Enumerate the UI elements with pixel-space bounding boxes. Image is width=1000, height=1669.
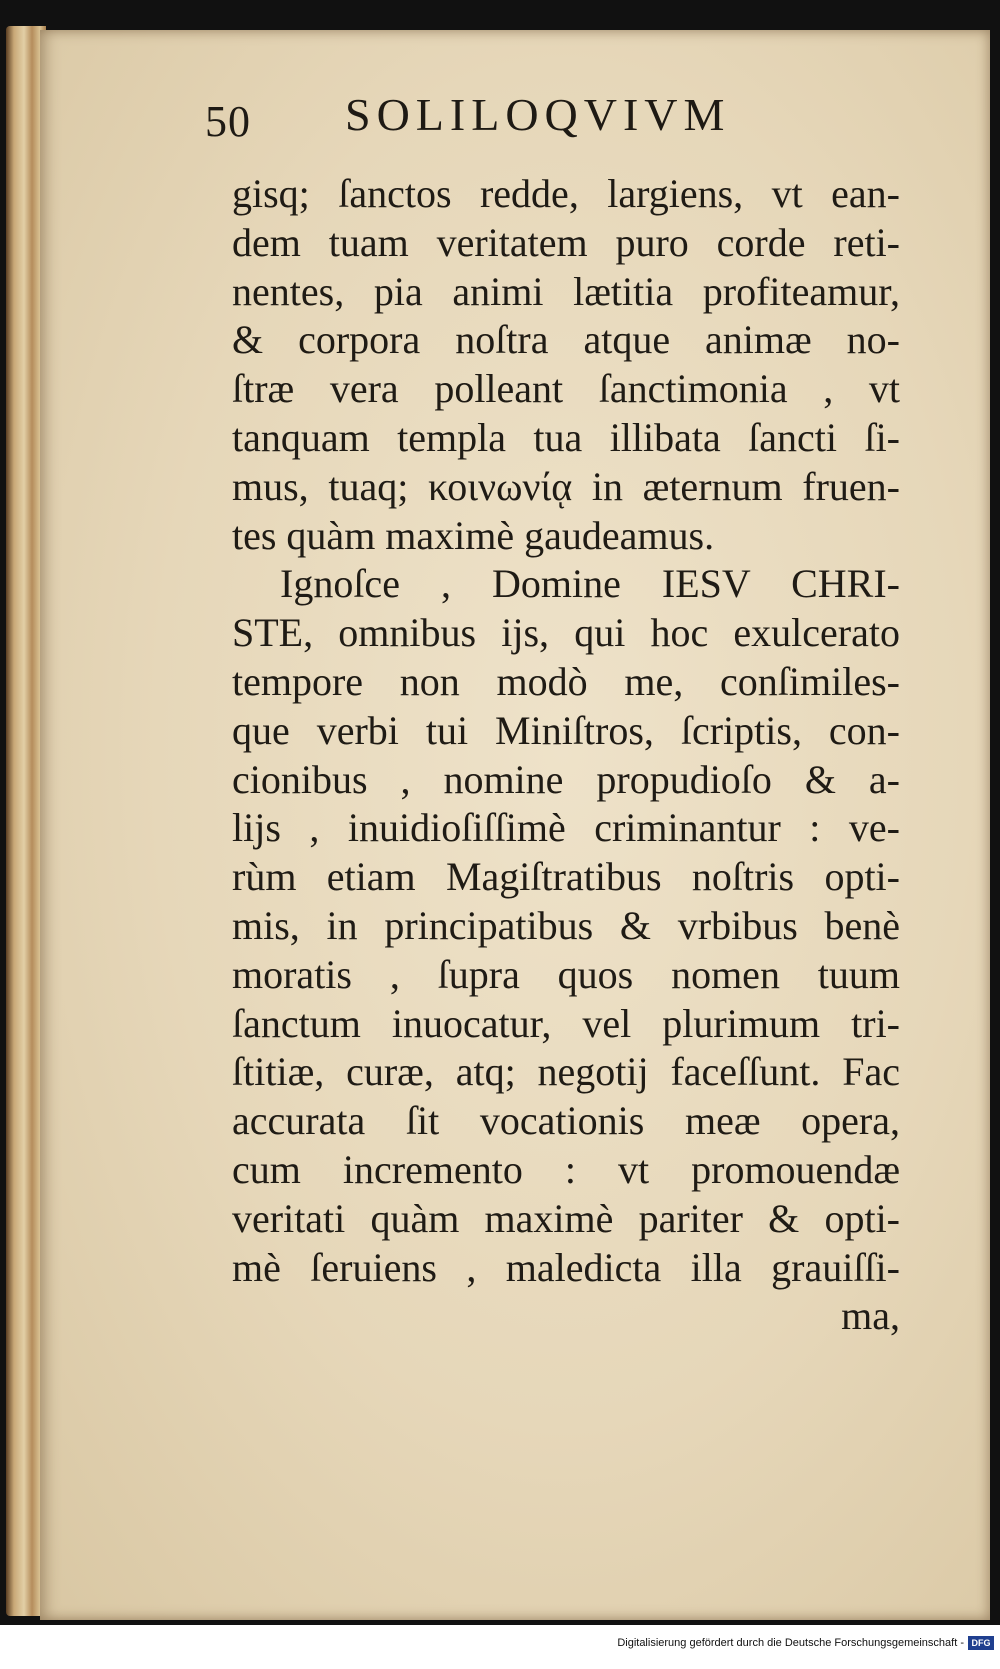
text-line: STE, omnibus ijs, qui hoc exulcerato [232,610,900,656]
text-line: mus, tuaq; κοινωνίᾳ in æternum fruen- [232,463,900,509]
text-line: ſanctum inuocatur, vel plurimum tri- [232,1000,900,1046]
funding-attribution: Digitalisierung gefördert durch die Deutsche Forschungsgemeinschaft - [617,1637,964,1649]
catchword: ma, [841,1293,900,1339]
page-number: 50 [205,97,251,146]
text-line: tes quàm maximè gaudeamus. [232,512,715,558]
text-line: rùm etiam Magiſtratibus noſtris opti- [232,854,900,900]
body-text [232,170,900,1341]
text-line: dem tuam veritatem puro corde reti- [232,219,900,265]
text-line: & corpora noſtra atque animæ no- [232,317,900,363]
running-title: SOLILOQVIVM [345,89,731,140]
text-line: Ignoſce , Domine IESV CHRI- [280,561,900,607]
page-header [205,88,845,158]
text-line: lijs , inuidioſiſſimè criminantur : ve- [232,805,900,851]
text-line: nentes, pia animi lætitia profiteamur, [232,268,900,314]
text-line: cum incremento : vt promouendæ [232,1146,900,1192]
text-line: mè ſeruiens , maledicta illa grauiſſi- [232,1244,900,1290]
dfg-logo: DFG [968,1636,994,1650]
text-line: ſtræ vera polleant ſanctimonia , vt [232,366,900,412]
text-line: que verbi tui Miniſtros, ſcriptis, con- [232,707,900,753]
text-line: gisq; ſanctos redde, largiens, vt ean- [232,171,900,216]
text-line: accurata ſit vocationis meæ opera, [232,1098,900,1144]
text-line: moratis , ſupra quos nomen tuum [232,951,900,997]
text-line: ſtitiæ, curæ, atq; negotij faceſſunt. Fac [232,1049,900,1095]
footer-band [0,1625,1000,1669]
text-line: mis, in principatibus & vrbibus benè [232,902,900,948]
text-line: tanquam templa tua illibata ſancti ſi- [232,414,900,460]
text-line: cionibus , nomine propudioſo & a- [232,756,900,802]
text-line: veritati quàm maximè pariter & opti- [232,1195,900,1241]
text-line: tempore non modò me, conſimiles- [232,658,900,704]
